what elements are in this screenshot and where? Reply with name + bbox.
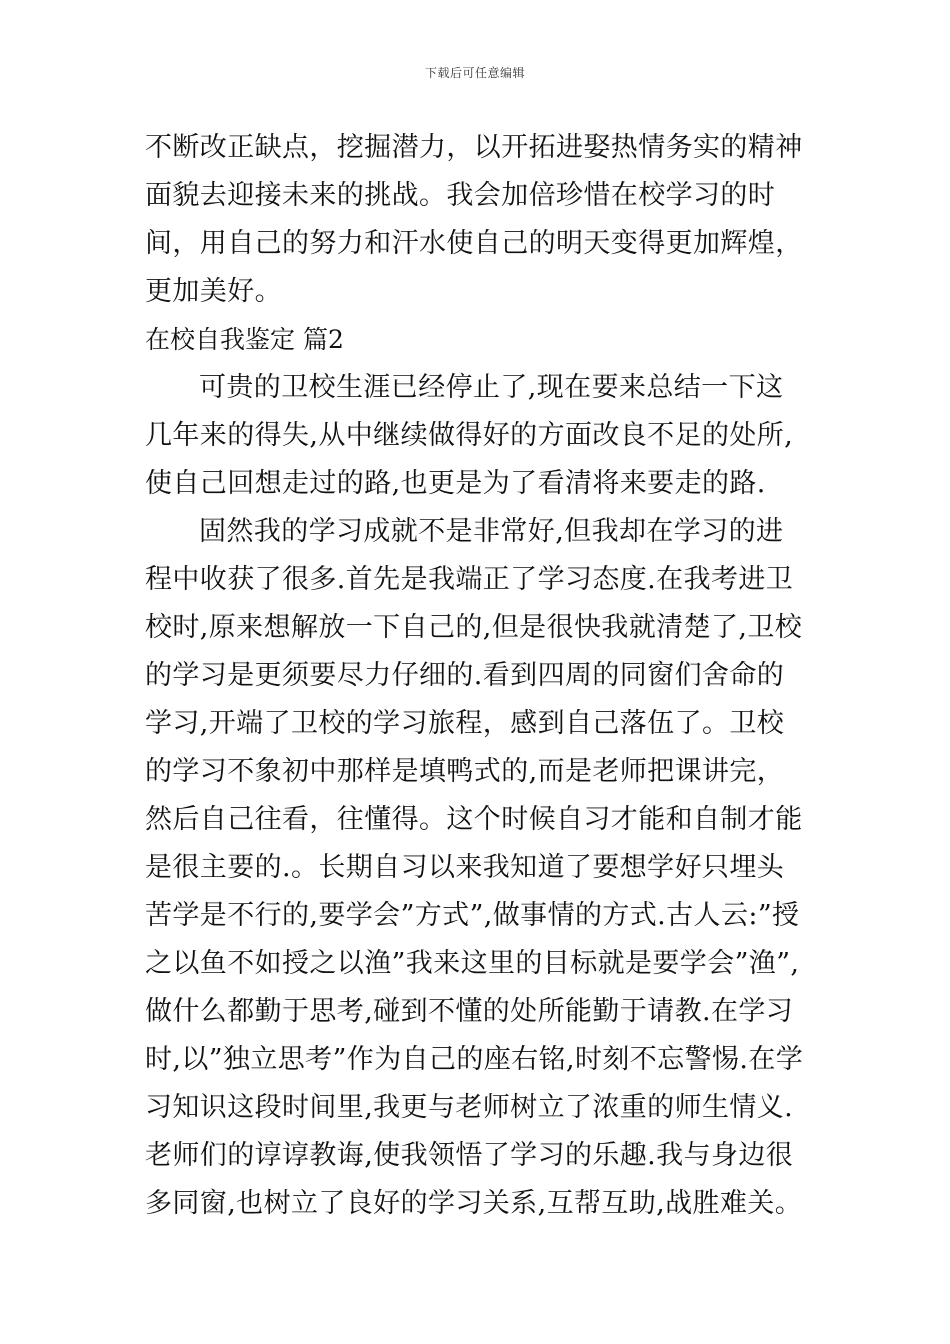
page-header: 下载后可任意编辑 xyxy=(424,66,525,80)
section-heading: 在校自我鉴定 篇2 xyxy=(145,325,344,354)
document-body xyxy=(145,124,810,1228)
paragraph-study: 固然我的学习成就不是非常好,但我却在学习的进程中收获了很多.首先是我端正了学习态度.在我考进卫校时,原来想解放一下自己的,但是很快我就清楚了,卫校的学习是更须要尽力仔细的.看到四周的同窗们舍命的学习,开端了卫校的学习旅程，感到自己落伍了。卫校的学习不象初中那样是填鸭式的,而是老师把课讲完，然后自己往看，往懂得。这个时候自习才能和自制才能是很主要的.。长期自习以来我知道了要想学好只埋头苦学是不行的,要学会”方式”,做事情的方式.古人云:”授之以鱼不如授之以渔”我来这里的目标就是要学会”渔”,做什么都勤于思考,碰到不懂的处所能勤于请教.在学习时,以”独立思考”作为自己的座右铭,时刻不忘警惕.在学习知识这段时间里,我更与老师树立了浓重的师生情义.老师们的谆谆教诲,使我领悟了学习的乐趣.我与身边很多同窗,也树立了良好的学习关系,互帮互助,战胜难关。 xyxy=(145,516,804,1219)
paragraph-continuation: 不断改正缺点，挖掘潜力，以开拓进娶热情务实的精神面貌去迎接未来的挑战。我会加倍珍惜在校学习的时间，用自己的努力和汗水使自己的明天变得更加辉煌，更加美好。 xyxy=(145,132,803,307)
paragraph-intro: 可贵的卫校生涯已经停止了,现在要来总结一下这几年来的得失,从中继续做得好的方面改良不足的处所,使自己回想走过的路,也更是为了看清将来要走的路. xyxy=(145,372,794,499)
